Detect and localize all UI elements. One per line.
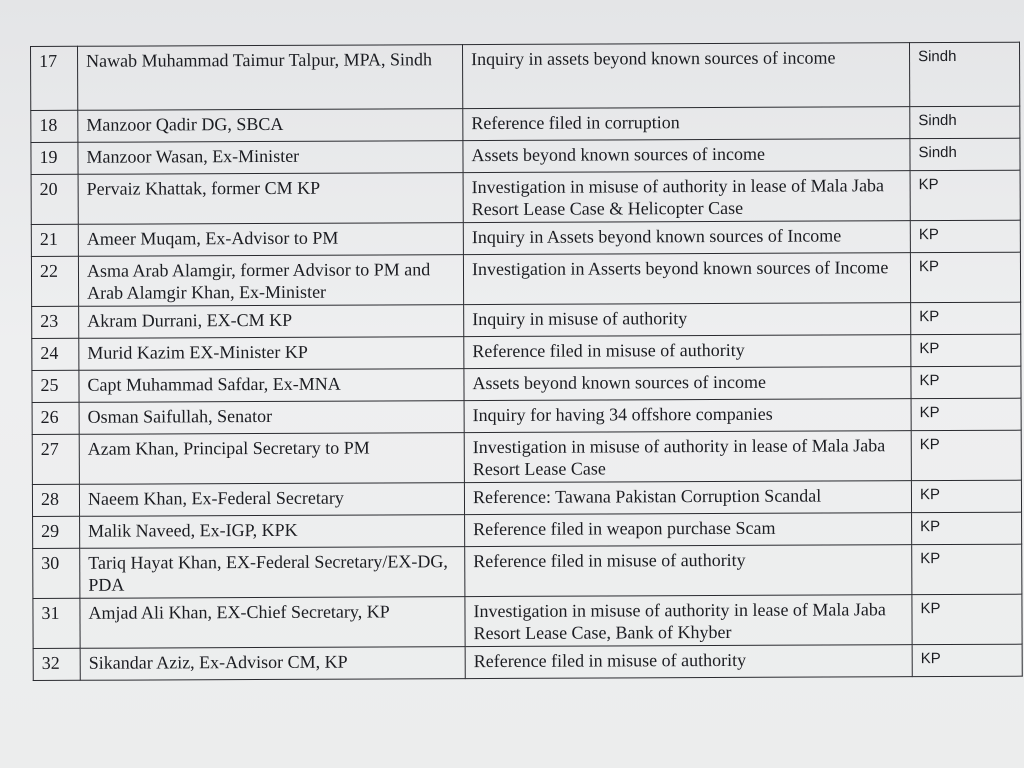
case-description: Investigation in misuse of authority in lease of Mala Jaba Resort Lease Case [464, 431, 911, 483]
table-row [32, 302, 1021, 338]
table-row [31, 106, 1020, 142]
person-name: Asma Arab Alamgir, former Advisor to PM and Arab Alamgir Khan, Ex-Minister [78, 255, 463, 307]
person-name: Azam Khan, Principal Secretary to PM [79, 433, 464, 485]
row-number: 25 [32, 370, 79, 402]
province: KP [911, 480, 1021, 512]
table-row [33, 594, 1022, 648]
province: Sindh [909, 42, 1019, 106]
row-number: 22 [31, 256, 78, 306]
row-number: 18 [31, 110, 78, 142]
row-number: 27 [32, 434, 79, 484]
row-number: 21 [31, 224, 78, 256]
table-row [33, 544, 1022, 598]
row-number: 23 [32, 306, 79, 338]
case-description: Investigation in misuse of authority in lease of Mala Jaba Resort Lease Case & Helicopter Case [463, 171, 910, 223]
table-row [33, 512, 1022, 548]
case-description: Reference filed in misuse of authority [465, 645, 912, 679]
table-row [32, 480, 1021, 516]
person-name: Ameer Muqam, Ex-Advisor to PM [78, 223, 463, 257]
table-row [31, 138, 1020, 174]
person-name: Naeem Khan, Ex-Federal Secretary [79, 483, 464, 517]
case-description: Assets beyond known sources of income [463, 139, 910, 173]
table-row [31, 170, 1020, 224]
case-description: Reference filed in misuse of authority [465, 545, 912, 597]
table-row [33, 644, 1022, 680]
table-row [32, 366, 1021, 402]
person-name: Akram Durrani, EX-CM KP [79, 305, 464, 339]
row-number: 26 [32, 402, 79, 434]
case-description: Inquiry in Assets beyond known sources of Income [463, 221, 910, 255]
table-row [31, 252, 1020, 306]
province: KP [912, 512, 1022, 544]
case-description: Inquiry in misuse of authority [464, 303, 911, 337]
province: KP [912, 594, 1022, 644]
province: Sindh [910, 106, 1020, 138]
case-description: Investigation in Asserts beyond known sources of Income [463, 253, 910, 305]
row-number: 17 [31, 46, 78, 110]
case-description: Reference filed in corruption [463, 107, 910, 141]
row-number: 32 [33, 648, 80, 680]
table-row [31, 220, 1020, 256]
province: Sindh [910, 138, 1020, 170]
province: KP [912, 644, 1022, 676]
row-number: 19 [31, 142, 78, 174]
province: KP [911, 366, 1021, 398]
accused-list-table [30, 42, 1023, 681]
person-name: Malik Naveed, Ex-IGP, KPK [80, 515, 465, 549]
table-row [32, 430, 1021, 484]
table-row [32, 398, 1021, 434]
row-number: 28 [32, 484, 79, 516]
person-name: Nawab Muhammad Taimur Talpur, MPA, Sindh [78, 45, 463, 111]
row-number: 20 [31, 174, 78, 224]
case-description: Assets beyond known sources of income [464, 367, 911, 401]
province: KP [911, 334, 1021, 366]
province: KP [910, 252, 1020, 302]
case-description: Inquiry for having 34 offshore companies [464, 399, 911, 433]
province: KP [911, 302, 1021, 334]
case-description: Investigation in misuse of authority in lease of Mala Jaba Resort Lease Case, Bank of Khyber [465, 595, 912, 647]
row-number: 24 [32, 338, 79, 370]
person-name: Manzoor Wasan, Ex-Minister [78, 141, 463, 175]
person-name: Pervaiz Khattak, former CM KP [78, 173, 463, 225]
table-row [31, 42, 1020, 110]
table-row [32, 334, 1021, 370]
case-description: Reference: Tawana Pakistan Corruption Scandal [464, 481, 911, 515]
person-name: Sikandar Aziz, Ex-Advisor CM, KP [80, 647, 465, 681]
row-number: 30 [33, 548, 80, 598]
case-description: Reference filed in weapon purchase Scam [465, 513, 912, 547]
person-name: Manzoor Qadir DG, SBCA [78, 109, 463, 143]
person-name: Murid Kazim EX-Minister KP [79, 337, 464, 371]
person-name: Osman Saifullah, Senator [79, 401, 464, 435]
row-number: 29 [33, 516, 80, 548]
province: KP [910, 220, 1020, 252]
province: KP [911, 398, 1021, 430]
person-name: Capt Muhammad Safdar, Ex-MNA [79, 369, 464, 403]
province: KP [910, 170, 1020, 220]
person-name: Tariq Hayat Khan, EX-Federal Secretary/EX-DG, PDA [80, 547, 465, 599]
case-description: Inquiry in assets beyond known sources of income [462, 43, 909, 109]
province: KP [911, 430, 1021, 480]
row-number: 31 [33, 598, 80, 648]
case-description: Reference filed in misuse of authority [464, 335, 911, 369]
person-name: Amjad Ali Khan, EX-Chief Secretary, KP [80, 597, 465, 649]
province: KP [912, 544, 1022, 594]
